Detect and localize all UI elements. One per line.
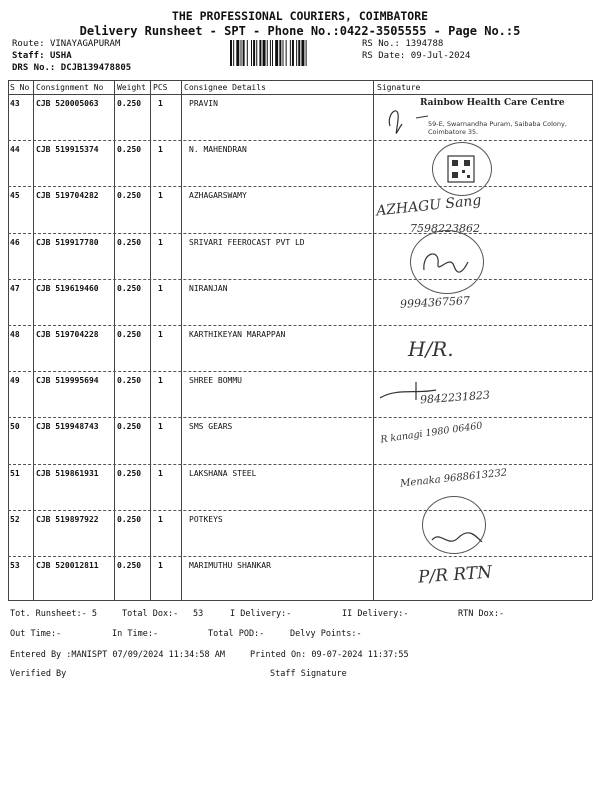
entered-by: Entered By :MANISPT 07/09/2024 11:34:58 AM: [10, 650, 225, 660]
cell-pcs: 1: [158, 422, 163, 432]
table-col-divider: [33, 80, 34, 600]
rs-date-label: RS Date:: [362, 51, 406, 61]
cell-sno: 50: [10, 422, 20, 432]
handwritten-note-48: H/R.: [408, 337, 454, 361]
cell-weight: 0.250: [117, 561, 142, 570]
handwritten-phone-47: 9994367567: [399, 294, 471, 311]
drs-value: DCJB139478805: [60, 63, 132, 73]
col-header-consignee: Consignee Details: [184, 83, 266, 92]
round-stamp-52: [422, 496, 486, 554]
cell-pcs: 1: [158, 514, 163, 524]
staff-value: USHA: [49, 51, 72, 61]
row-divider: [8, 371, 592, 372]
table-col-divider: [181, 80, 182, 600]
round-stamp-44: [432, 142, 492, 196]
row-divider: [8, 140, 592, 141]
cell-consignee: NIRANJAN: [189, 283, 228, 293]
row-divider: [8, 417, 592, 418]
cell-weight: 0.250: [117, 237, 142, 247]
row-divider: [8, 233, 592, 234]
cell-consignee: SMS GEARS: [189, 422, 233, 432]
total-dox-value: 53: [193, 609, 204, 619]
rs-no-label: RS No.:: [362, 39, 400, 49]
row-divider: [8, 279, 592, 280]
cell-consignment-no: CJB 519704228: [36, 330, 99, 339]
total-dox-label: Total Dox:-: [122, 609, 179, 619]
cell-consignee: AZHAGARSWAMY: [189, 191, 247, 201]
cell-sno: 47: [10, 283, 20, 293]
cell-consignee: SRIVARI FEEROCAST PVT LD: [189, 237, 305, 247]
cell-weight: 0.250: [117, 191, 142, 201]
cell-pcs: 1: [158, 283, 163, 293]
printed-on: Printed On: 09-07-2024 11:37:55: [250, 650, 409, 660]
staff-signature-label: Staff Signature: [270, 669, 347, 679]
cell-consignee: N. MAHENDRAN: [189, 145, 247, 155]
cell-sno: 43: [10, 99, 20, 108]
cell-weight: 0.250: [117, 468, 142, 478]
handwritten-note-50: R kanagi 1980 06460: [379, 420, 484, 446]
round-stamp-46: [410, 230, 484, 294]
handwritten-signature-49: [376, 378, 456, 408]
rtn-dox-label: RTN Dox:-: [458, 609, 505, 619]
col-header-consignment: Consignment No: [36, 83, 104, 92]
table-col-divider: [114, 80, 115, 600]
rs-no-line: [362, 39, 443, 49]
route-line: [12, 39, 120, 49]
in-time-label: In Time:-: [112, 629, 159, 639]
table-top-border: [8, 80, 592, 81]
barcode: [228, 40, 358, 66]
cell-sno: 45: [10, 191, 20, 201]
cell-pcs: 1: [158, 191, 163, 201]
handwritten-signature-43: [376, 96, 586, 144]
cell-pcs: 1: [158, 468, 163, 478]
delvy-points-label: Delvy Points:-: [290, 629, 362, 639]
table-col-divider: [373, 80, 374, 600]
cell-consignment-no: CJB 519861931: [36, 468, 99, 478]
handwritten-note-45: AZHAGU Sang: [375, 192, 483, 220]
company-title: THE PROFESSIONAL COURIERS, COIMBATORE: [171, 9, 429, 23]
cell-consignment-no: CJB 520012811: [36, 561, 99, 570]
table-col-divider: [150, 80, 151, 600]
cell-pcs: 1: [158, 99, 163, 108]
total-pod-label: Total POD:-: [208, 629, 265, 639]
staff-label: Staff:: [12, 51, 45, 61]
cell-sno: 46: [10, 237, 20, 247]
row-divider: [8, 325, 592, 326]
cell-pcs: 1: [158, 145, 163, 155]
cell-sno: 49: [10, 376, 20, 386]
drs-line: [12, 63, 131, 73]
handwritten-phone-45: 7598223862: [410, 222, 480, 235]
cell-sno: 44: [10, 145, 20, 155]
verified-by-label: Verified By: [10, 669, 67, 679]
cell-consignment-no: CJB 519897922: [36, 514, 99, 524]
cell-consignment-no: CJB 520005063: [36, 99, 99, 108]
cell-consignment-no: CJB 519704282: [36, 191, 99, 201]
staff-line: [12, 51, 72, 61]
route-label: Route:: [12, 39, 45, 49]
cell-consignment-no: CJB 519917780: [36, 237, 99, 247]
table-col-divider: [592, 80, 593, 600]
cell-pcs: 1: [158, 330, 163, 339]
cell-consignee: MARIMUTHU SHANKAR: [189, 561, 271, 570]
cell-consignment-no: CJB 519619460: [36, 283, 99, 293]
cell-sno: 53: [10, 561, 20, 570]
cell-consignee: POTKEYS: [189, 514, 223, 524]
ii-delivery-label: II Delivery:-: [342, 609, 409, 619]
runsheet-subtitle: Delivery Runsheet - SPT - Phone No.:0422-3505555 - Page No.:5: [79, 24, 521, 38]
cell-sno: 52: [10, 514, 20, 524]
row-divider: [8, 464, 592, 465]
row-divider: [8, 556, 592, 557]
cell-consignee: KARTHIKEYAN MARAPPAN: [189, 330, 286, 339]
handwritten-note-51: Menaka 9688613232: [399, 467, 508, 490]
cell-weight: 0.250: [117, 422, 142, 432]
tot-runsheet: Tot. Runsheet:- 5: [10, 609, 97, 619]
cell-weight: 0.250: [117, 330, 142, 339]
cell-weight: 0.250: [117, 145, 142, 155]
cell-consignment-no: CJB 519995694: [36, 376, 99, 386]
cell-pcs: 1: [158, 376, 163, 386]
rs-date-line: [362, 51, 470, 61]
cell-weight: 0.250: [117, 376, 142, 386]
cell-consignee: LAKSHANA STEEL: [189, 468, 257, 478]
out-time-label: Out Time:-: [10, 629, 62, 639]
col-header-signature: Signature: [377, 83, 421, 92]
stamp-title: Rainbow Health Care Centre: [420, 98, 565, 108]
cell-consignee: PRAVIN: [189, 99, 218, 108]
col-header-weight: Weight: [117, 83, 146, 92]
table-bottom-border: [8, 600, 592, 601]
handwritten-phone-49: 9842231823: [419, 388, 491, 407]
cell-consignment-no: CJB 519915374: [36, 145, 99, 155]
cell-pcs: 1: [158, 561, 163, 570]
stamp-address: 59-E, Swarnandha Puram, Saibaba Colony, Coimbatore 35.: [428, 120, 567, 136]
rs-date-value: 09-Jul-2024: [410, 51, 471, 61]
stamp-rainbow-health: [376, 96, 586, 144]
col-header-pcs: PCS: [153, 83, 168, 92]
cell-consignment-no: CJB 519948743: [36, 422, 99, 432]
cell-pcs: 1: [158, 237, 163, 247]
cell-sno: 48: [10, 330, 20, 339]
row-divider: [8, 186, 592, 187]
cell-weight: 0.250: [117, 514, 142, 524]
table-col-divider: [8, 80, 9, 600]
cell-consignee: SHREE BOMMU: [189, 376, 242, 386]
drs-label: DRS No.:: [12, 63, 56, 73]
cell-weight: 0.250: [117, 283, 142, 293]
rs-no-value: 1394788: [405, 39, 444, 49]
handwritten-note-53: P/R RTN: [417, 562, 493, 588]
col-header-sno: S No: [10, 83, 30, 92]
i-delivery-label: I Delivery:-: [230, 609, 292, 619]
table-header-border: [8, 94, 592, 95]
route-value: VINAYAGAPURAM: [49, 39, 121, 49]
cell-weight: 0.250: [117, 99, 142, 108]
row-divider: [8, 510, 592, 511]
cell-sno: 51: [10, 468, 20, 478]
